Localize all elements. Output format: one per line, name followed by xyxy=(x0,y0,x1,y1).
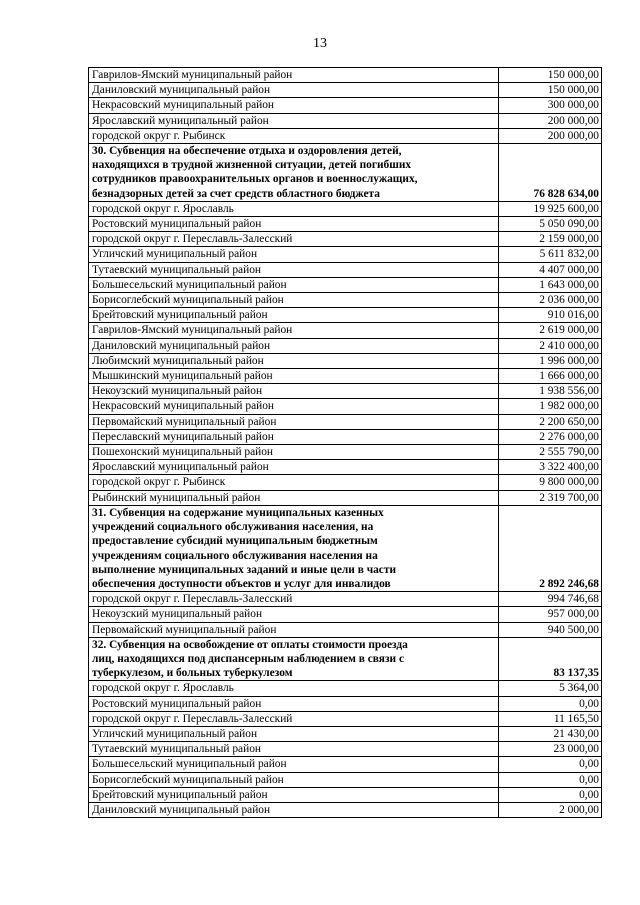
recipient-name: городской округ г. Ярославль xyxy=(89,201,499,216)
amount-value: 1 982 000,00 xyxy=(499,399,602,414)
table-row xyxy=(89,113,602,128)
amount-value: 2 159 000,00 xyxy=(499,232,602,247)
table-row xyxy=(89,757,602,772)
amount-value: 994 746,68 xyxy=(499,592,602,607)
amount-value: 9 800 000,00 xyxy=(499,475,602,490)
recipient-name: Некрасовский муниципальный район xyxy=(89,98,499,113)
amount-value: 1 666 000,00 xyxy=(499,369,602,384)
table-row xyxy=(89,592,602,607)
table-row xyxy=(89,429,602,444)
table-row xyxy=(89,696,602,711)
recipient-name: Гаврилов-Ямский муниципальный район xyxy=(89,68,499,83)
recipient-name: Первомайский муниципальный район xyxy=(89,622,499,637)
amount-value: 0,00 xyxy=(499,787,602,802)
amount-value: 910 016,00 xyxy=(499,308,602,323)
section-heading-text xyxy=(89,637,499,681)
table-row xyxy=(89,308,602,323)
amount-value: 4 407 000,00 xyxy=(499,262,602,277)
table-row xyxy=(89,232,602,247)
section-heading-line: учреждений социального обслуживания населения, на xyxy=(92,521,374,534)
amount-value: 150 000,00 xyxy=(499,83,602,98)
amount-value: 2 200 650,00 xyxy=(499,414,602,429)
amount-value: 2 276 000,00 xyxy=(499,429,602,444)
amount-value: 200 000,00 xyxy=(499,128,602,143)
table-row xyxy=(89,445,602,460)
table-row xyxy=(89,787,602,802)
subvention-table xyxy=(88,67,602,818)
table-row xyxy=(89,802,602,817)
recipient-name: Тутаевский муниципальный район xyxy=(89,742,499,757)
amount-value: 21 430,00 xyxy=(499,726,602,741)
table-row xyxy=(89,490,602,505)
table-row xyxy=(89,247,602,262)
recipient-name: Угличский муниципальный район xyxy=(89,726,499,741)
table-row xyxy=(89,369,602,384)
section-total-amount: 76 828 634,00 xyxy=(499,144,602,202)
section-heading-line: 31. Субвенция на содержание муниципальных казенных xyxy=(92,506,384,519)
section-heading-line: обеспечения доступности объектов и услуг для инвалидов xyxy=(92,577,391,590)
amount-value: 19 925 600,00 xyxy=(499,201,602,216)
amount-value: 2 036 000,00 xyxy=(499,293,602,308)
amount-value: 0,00 xyxy=(499,696,602,711)
amount-value: 0,00 xyxy=(499,757,602,772)
amount-value: 1 938 556,00 xyxy=(499,384,602,399)
section-heading-text xyxy=(89,144,499,202)
table-row xyxy=(89,68,602,83)
table-row xyxy=(89,353,602,368)
recipient-name: Гаврилов-Ямский муниципальный район xyxy=(89,323,499,338)
amount-value: 940 500,00 xyxy=(499,622,602,637)
recipient-name: Пошехонский муниципальный район xyxy=(89,445,499,460)
amount-value: 300 000,00 xyxy=(499,98,602,113)
recipient-name: Первомайский муниципальный район xyxy=(89,414,499,429)
section-total-amount: 83 137,35 xyxy=(499,637,602,681)
recipient-name: Любимский муниципальный район xyxy=(89,353,499,368)
recipient-name: Некоузский муниципальный район xyxy=(89,607,499,622)
recipient-name: Большесельский муниципальный район xyxy=(89,277,499,292)
recipient-name: городской округ г. Рыбинск xyxy=(89,128,499,143)
section-total-amount: 2 892 246,68 xyxy=(499,505,602,591)
recipient-name: Большесельский муниципальный район xyxy=(89,757,499,772)
section-heading-row xyxy=(89,505,602,591)
section-heading-line: лиц, находящихся под диспансерным наблюдением в связи с xyxy=(92,652,405,665)
recipient-name: Ростовский муниципальный район xyxy=(89,696,499,711)
section-heading-line: сотрудников правоохранительных органов и военнослужащих, xyxy=(92,173,418,186)
amount-value: 2 319 700,00 xyxy=(499,490,602,505)
table-row xyxy=(89,293,602,308)
recipient-name: Угличский муниципальный район xyxy=(89,247,499,262)
table-row xyxy=(89,128,602,143)
amount-value: 3 322 400,00 xyxy=(499,460,602,475)
section-heading-line: выполнение муниципальных заданий и иные цели в части xyxy=(92,563,397,576)
amount-value: 5 364,00 xyxy=(499,681,602,696)
section-heading-row xyxy=(89,637,602,681)
section-heading-text xyxy=(89,505,499,591)
section-heading-line: учреждениям социального обслуживания населения на xyxy=(92,549,378,562)
section-heading-line: безнадзорных детей за счет средств областного бюджета xyxy=(92,187,380,200)
amount-value: 0,00 xyxy=(499,772,602,787)
recipient-name: Некрасовский муниципальный район xyxy=(89,399,499,414)
amount-value: 2 555 790,00 xyxy=(499,445,602,460)
table-row xyxy=(89,475,602,490)
table-row xyxy=(89,742,602,757)
section-heading-line: 32. Субвенция на освобождение от оплаты стоимости проезда xyxy=(92,638,408,651)
table-row xyxy=(89,772,602,787)
table-row xyxy=(89,726,602,741)
section-heading-line: туберкулезом, и больных туберкулезом xyxy=(92,667,293,680)
recipient-name: городской округ г. Переславль-Залесский xyxy=(89,232,499,247)
recipient-name: Даниловский муниципальный район xyxy=(89,338,499,353)
recipient-name: Борисоглебский муниципальный район xyxy=(89,293,499,308)
amount-value: 957 000,00 xyxy=(499,607,602,622)
section-heading-line: находящихся в трудной жизненной ситуации, детей погибших xyxy=(92,159,412,172)
table-row xyxy=(89,384,602,399)
amount-value: 11 165,50 xyxy=(499,711,602,726)
table-row xyxy=(89,217,602,232)
table-row xyxy=(89,622,602,637)
recipient-name: Мышкинский муниципальный район xyxy=(89,369,499,384)
table-row xyxy=(89,83,602,98)
recipient-name: Переславский муниципальный район xyxy=(89,429,499,444)
recipient-name: Борисоглебский муниципальный район xyxy=(89,772,499,787)
amount-value: 5 050 090,00 xyxy=(499,217,602,232)
table-row xyxy=(89,98,602,113)
amount-value: 5 611 832,00 xyxy=(499,247,602,262)
section-heading-line: предоставление субсидий муниципальным бюджетным xyxy=(92,535,378,548)
table-row xyxy=(89,277,602,292)
amount-value: 2 619 000,00 xyxy=(499,323,602,338)
recipient-name: Рыбинский муниципальный район xyxy=(89,490,499,505)
recipient-name: Даниловский муниципальный район xyxy=(89,802,499,817)
amount-value: 1 643 000,00 xyxy=(499,277,602,292)
section-heading-row xyxy=(89,144,602,202)
amount-value: 2 410 000,00 xyxy=(499,338,602,353)
table-row xyxy=(89,681,602,696)
table-row xyxy=(89,201,602,216)
recipient-name: Брейтовский муниципальный район xyxy=(89,787,499,802)
recipient-name: городской округ г. Рыбинск xyxy=(89,475,499,490)
recipient-name: Брейтовский муниципальный район xyxy=(89,308,499,323)
page-number: 13 xyxy=(313,36,327,51)
amount-value: 2 000,00 xyxy=(499,802,602,817)
table-row xyxy=(89,607,602,622)
recipient-name: городской округ г. Ярославль xyxy=(89,681,499,696)
recipient-name: Ярославский муниципальный район xyxy=(89,460,499,475)
section-heading-line: 30. Субвенция на обеспечение отдыха и оздоровления детей, xyxy=(92,145,402,158)
table-row xyxy=(89,399,602,414)
recipient-name: Некоузский муниципальный район xyxy=(89,384,499,399)
recipient-name: городской округ г. Переславль-Залесский xyxy=(89,711,499,726)
amount-value: 150 000,00 xyxy=(499,68,602,83)
table-row xyxy=(89,414,602,429)
table-row xyxy=(89,262,602,277)
amount-value: 23 000,00 xyxy=(499,742,602,757)
table-row xyxy=(89,338,602,353)
subvention-table-body xyxy=(89,68,602,818)
table-row xyxy=(89,711,602,726)
recipient-name: Ростовский муниципальный район xyxy=(89,217,499,232)
table-row xyxy=(89,323,602,338)
table-row xyxy=(89,460,602,475)
amount-value: 1 996 000,00 xyxy=(499,353,602,368)
recipient-name: Тутаевский муниципальный район xyxy=(89,262,499,277)
recipient-name: городской округ г. Переславль-Залесский xyxy=(89,592,499,607)
recipient-name: Ярославский муниципальный район xyxy=(89,113,499,128)
recipient-name: Даниловский муниципальный район xyxy=(89,83,499,98)
amount-value: 200 000,00 xyxy=(499,113,602,128)
